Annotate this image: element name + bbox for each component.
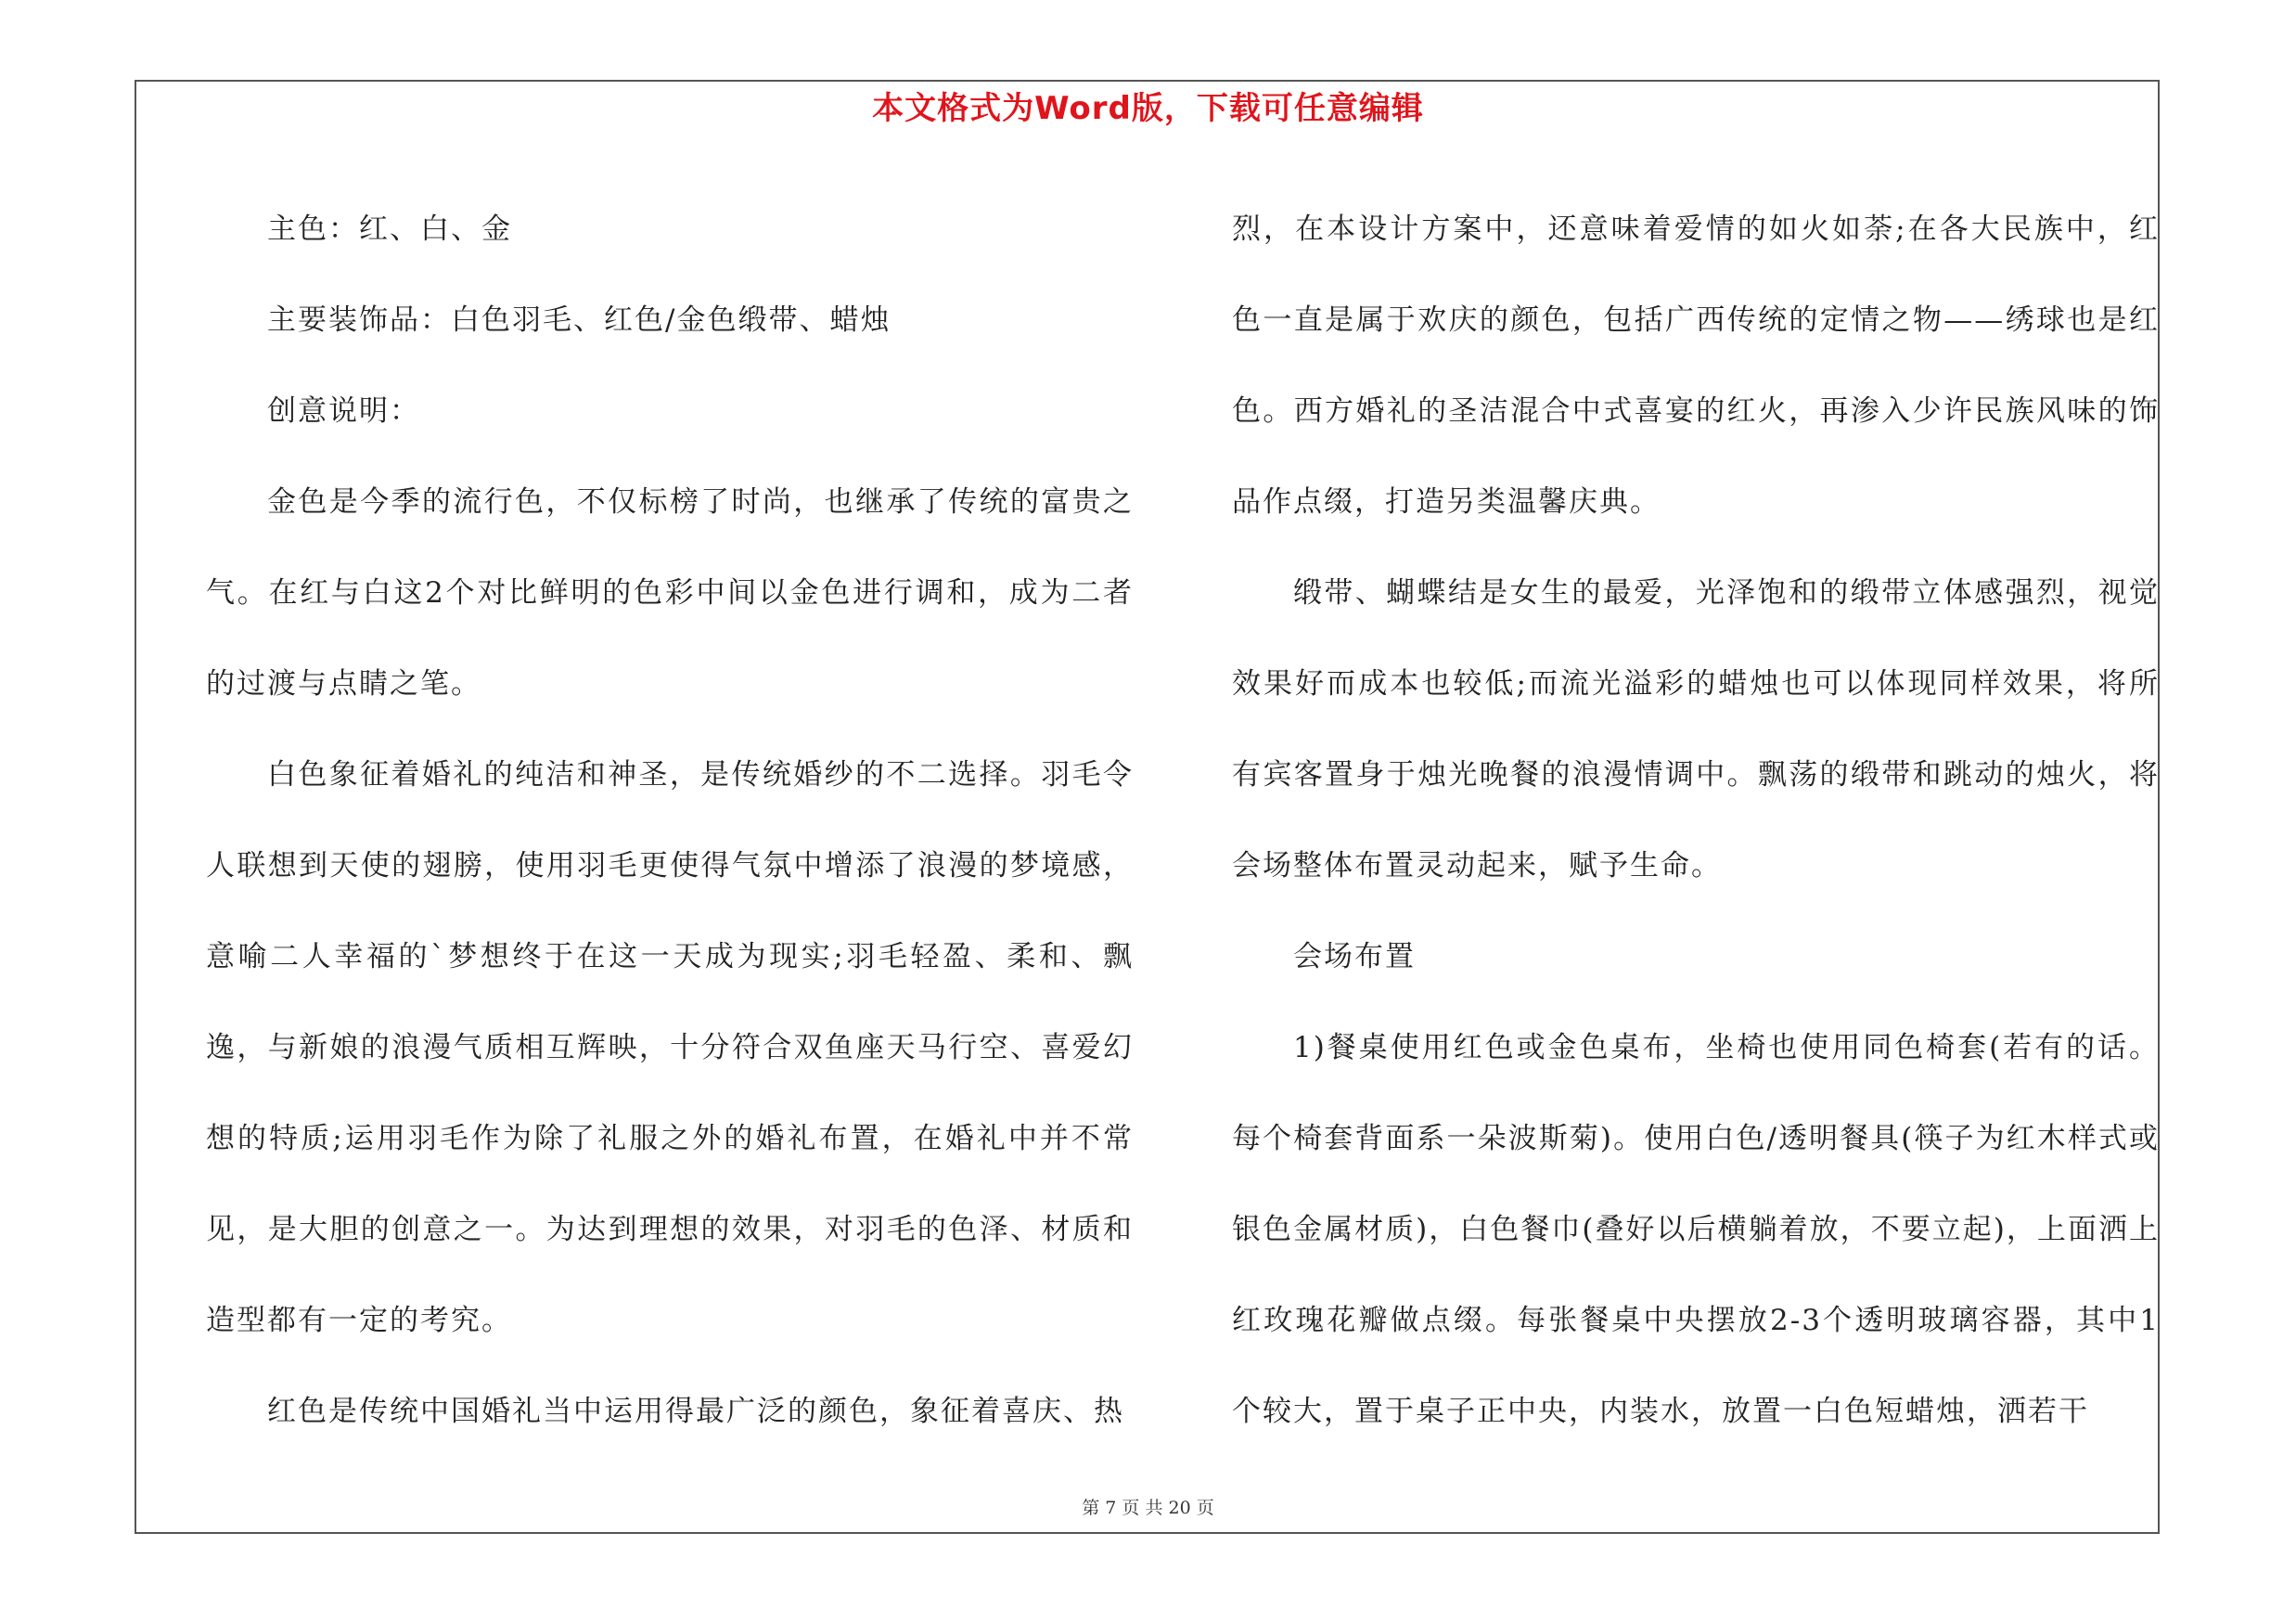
paragraph: 金色是今季的流行色，不仅标榜了时尚，也继承了传统的富贵之气。在红与白这2个对比鲜明的色彩中间以金色进行调和，成为二者的过渡与点睛之笔。 bbox=[206, 485, 1134, 701]
paragraph: 主要装饰品：白色羽毛、红色/金色缎带、蜡烛 bbox=[267, 303, 891, 337]
format-banner: 本文格式为Word版，下载可任意编辑 bbox=[872, 90, 1424, 127]
paragraph: 白色象征着婚礼的纯洁和神圣，是传统婚纱的不二选择。羽毛令人联想到天使的翅膀，使用羽毛更使得气氛中增添了浪漫的梦境感，意喻二人幸福的`梦想终于在这一天成为现实;羽毛轻盈、柔和、飘逸，与新娘的浪漫气质相互辉映，十分符合双鱼座天马行空、喜爱幻想的特质;运用羽毛作为除了礼服之外的婚礼布置，在婚礼中并不常见，是大胆的创意之一。为达到理想的效果，对羽毛的色泽、材质和造型都有一定的考究。 bbox=[206, 758, 1134, 1337]
page-number: 第 7 页 共 20 页 bbox=[1082, 1498, 1214, 1518]
paragraph: 主色：红、白、金 bbox=[267, 213, 512, 246]
paragraph: 创意说明： bbox=[267, 394, 420, 428]
paragraph: 缎带、蝴蝶结是女生的最爱，光泽饱和的缎带立体感强烈，视觉效果好而成本也较低;而流光溢彩的蜡烛也可以体现同样效果，将所有宾客置身于烛光晚餐的浪漫情调中。飘荡的缎带和跳动的烛火，将会场整体布置灵动起来，赋予生命。 bbox=[1232, 576, 2160, 882]
left-column bbox=[206, 184, 1134, 1457]
paragraph: 烈，在本设计方案中，还意味着爱情的如火如荼;在各大民族中，红色一直是属于欢庆的颜色，包括广西传统的定情之物——绣球也是红色。西方婚礼的圣洁混合中式喜宴的红火，再渗入少许民族风味的饰品作点缀，打造另类温馨庆典。 bbox=[1232, 213, 2160, 519]
right-column bbox=[1232, 184, 2160, 1457]
paragraph: 红色是传统中国婚礼当中运用得最广泛的颜色，象征着喜庆、热 bbox=[267, 1395, 1124, 1428]
paragraph: 1)餐桌使用红色或金色桌布，坐椅也使用同色椅套(若有的话。每个椅套背面系一朵波斯菊)。使用白色/透明餐具(筷子为红木样式或银色金属材质)，白色餐巾(叠好以后横躺着放，不要立起)，上面洒上红玫瑰花瓣做点缀。每张餐桌中央摆放2-3个透明玻璃容器，其中1个较大，置于桌子正中央，内装水，放置一白色短蜡烛，洒若干 bbox=[1232, 1031, 2160, 1428]
section-heading: 会场布置 bbox=[1293, 940, 1416, 973]
